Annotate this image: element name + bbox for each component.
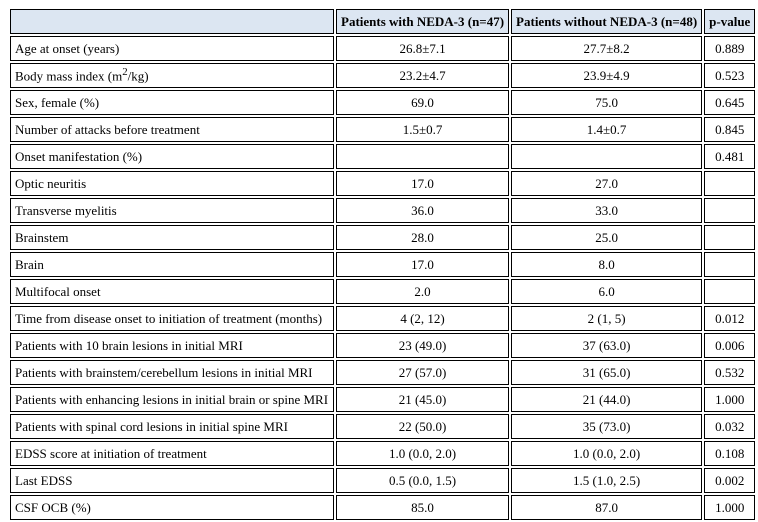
cell-neda3: 4 (2, 12) — [336, 306, 509, 331]
cell-no-neda3: 23.9±4.9 — [511, 63, 702, 88]
cell-pvalue — [704, 252, 755, 277]
header-row — [10, 9, 755, 34]
cell-no-neda3: 1.0 (0.0, 2.0) — [511, 441, 702, 466]
cell-pvalue: 0.006 — [704, 333, 755, 358]
cell-pvalue: 0.889 — [704, 36, 755, 61]
table-row — [10, 225, 755, 250]
header-cell-pvalue: p-value — [704, 9, 755, 34]
table-row — [10, 279, 755, 304]
cell-pvalue: 0.845 — [704, 117, 755, 142]
table-row — [10, 414, 755, 439]
cell-neda3: 28.0 — [336, 225, 509, 250]
cell-neda3: 69.0 — [336, 90, 509, 115]
table-row — [10, 387, 755, 412]
cell-no-neda3: 6.0 — [511, 279, 702, 304]
table-row — [10, 495, 755, 520]
cell-no-neda3: 2 (1, 5) — [511, 306, 702, 331]
row-label: Time from disease onset to initiation of treatment (months) — [10, 306, 334, 331]
cell-neda3: 17.0 — [336, 252, 509, 277]
table-row — [10, 117, 755, 142]
row-label: Transverse myelitis — [10, 198, 334, 223]
cell-neda3: 1.0 (0.0, 2.0) — [336, 441, 509, 466]
cell-pvalue: 0.481 — [704, 144, 755, 169]
cell-neda3 — [336, 144, 509, 169]
header-cell-blank — [10, 9, 334, 34]
cell-pvalue: 1.000 — [704, 495, 755, 520]
cell-neda3: 0.5 (0.0, 1.5) — [336, 468, 509, 493]
row-label: EDSS score at initiation of treatment — [10, 441, 334, 466]
row-label: Patients with spinal cord lesions in initial spine MRI — [10, 414, 334, 439]
cell-pvalue: 0.032 — [704, 414, 755, 439]
row-label: CSF OCB (%) — [10, 495, 334, 520]
cell-neda3: 23.2±4.7 — [336, 63, 509, 88]
cell-neda3: 36.0 — [336, 198, 509, 223]
table-row — [10, 468, 755, 493]
cell-neda3: 23 (49.0) — [336, 333, 509, 358]
cell-neda3: 1.5±0.7 — [336, 117, 509, 142]
header-cell-neda3: Patients with NEDA-3 (n=47) — [336, 9, 509, 34]
table-row — [10, 198, 755, 223]
table-row — [10, 360, 755, 385]
cell-no-neda3: 75.0 — [511, 90, 702, 115]
row-label: Brain — [10, 252, 334, 277]
row-label: Number of attacks before treatment — [10, 117, 334, 142]
table-row — [10, 171, 755, 196]
row-label: Sex, female (%) — [10, 90, 334, 115]
cell-no-neda3: 87.0 — [511, 495, 702, 520]
table-row — [10, 90, 755, 115]
cell-no-neda3: 25.0 — [511, 225, 702, 250]
cell-neda3: 21 (45.0) — [336, 387, 509, 412]
cell-neda3: 22 (50.0) — [336, 414, 509, 439]
row-label: Patients with 10 brain lesions in initial MRI — [10, 333, 334, 358]
cell-pvalue: 0.002 — [704, 468, 755, 493]
row-label: Age at onset (years) — [10, 36, 334, 61]
cell-no-neda3: 21 (44.0) — [511, 387, 702, 412]
cell-no-neda3: 37 (63.0) — [511, 333, 702, 358]
row-label: Multifocal onset — [10, 279, 334, 304]
cell-pvalue — [704, 171, 755, 196]
data-table-container — [8, 7, 757, 522]
cell-neda3: 85.0 — [336, 495, 509, 520]
cell-no-neda3: 1.4±0.7 — [511, 117, 702, 142]
table-row — [10, 144, 755, 169]
cell-pvalue: 0.108 — [704, 441, 755, 466]
table-row — [10, 252, 755, 277]
cell-pvalue — [704, 225, 755, 250]
row-label: Onset manifestation (%) — [10, 144, 334, 169]
cell-no-neda3: 35 (73.0) — [511, 414, 702, 439]
cell-neda3: 2.0 — [336, 279, 509, 304]
cell-no-neda3: 27.0 — [511, 171, 702, 196]
cell-no-neda3: 1.5 (1.0, 2.5) — [511, 468, 702, 493]
header-cell-no-neda3: Patients without NEDA-3 (n=48) — [511, 9, 702, 34]
cell-pvalue: 0.645 — [704, 90, 755, 115]
cell-pvalue — [704, 198, 755, 223]
cell-pvalue — [704, 279, 755, 304]
row-label: Last EDSS — [10, 468, 334, 493]
cell-neda3: 17.0 — [336, 171, 509, 196]
cell-no-neda3 — [511, 144, 702, 169]
table-row — [10, 36, 755, 61]
row-label: Patients with enhancing lesions in initial brain or spine MRI — [10, 387, 334, 412]
cell-no-neda3: 27.7±8.2 — [511, 36, 702, 61]
table-row — [10, 306, 755, 331]
row-label: Body mass index $(m^2/kg)$ — [10, 63, 334, 88]
cell-neda3: 26.8±7.1 — [336, 36, 509, 61]
cell-no-neda3: 31 (65.0) — [511, 360, 702, 385]
cell-pvalue: 0.523 — [704, 63, 755, 88]
cell-pvalue: 0.532 — [704, 360, 755, 385]
cell-neda3: 27 (57.0) — [336, 360, 509, 385]
patient-characteristics-table — [8, 7, 757, 522]
table-row — [10, 441, 755, 466]
cell-pvalue: 0.012 — [704, 306, 755, 331]
cell-no-neda3: 8.0 — [511, 252, 702, 277]
table-row — [10, 63, 755, 88]
cell-no-neda3: 33.0 — [511, 198, 702, 223]
row-label: Patients with brainstem/cerebellum lesions in initial MRI — [10, 360, 334, 385]
cell-pvalue: 1.000 — [704, 387, 755, 412]
row-label: Brainstem — [10, 225, 334, 250]
row-label: Optic neuritis — [10, 171, 334, 196]
table-row — [10, 333, 755, 358]
